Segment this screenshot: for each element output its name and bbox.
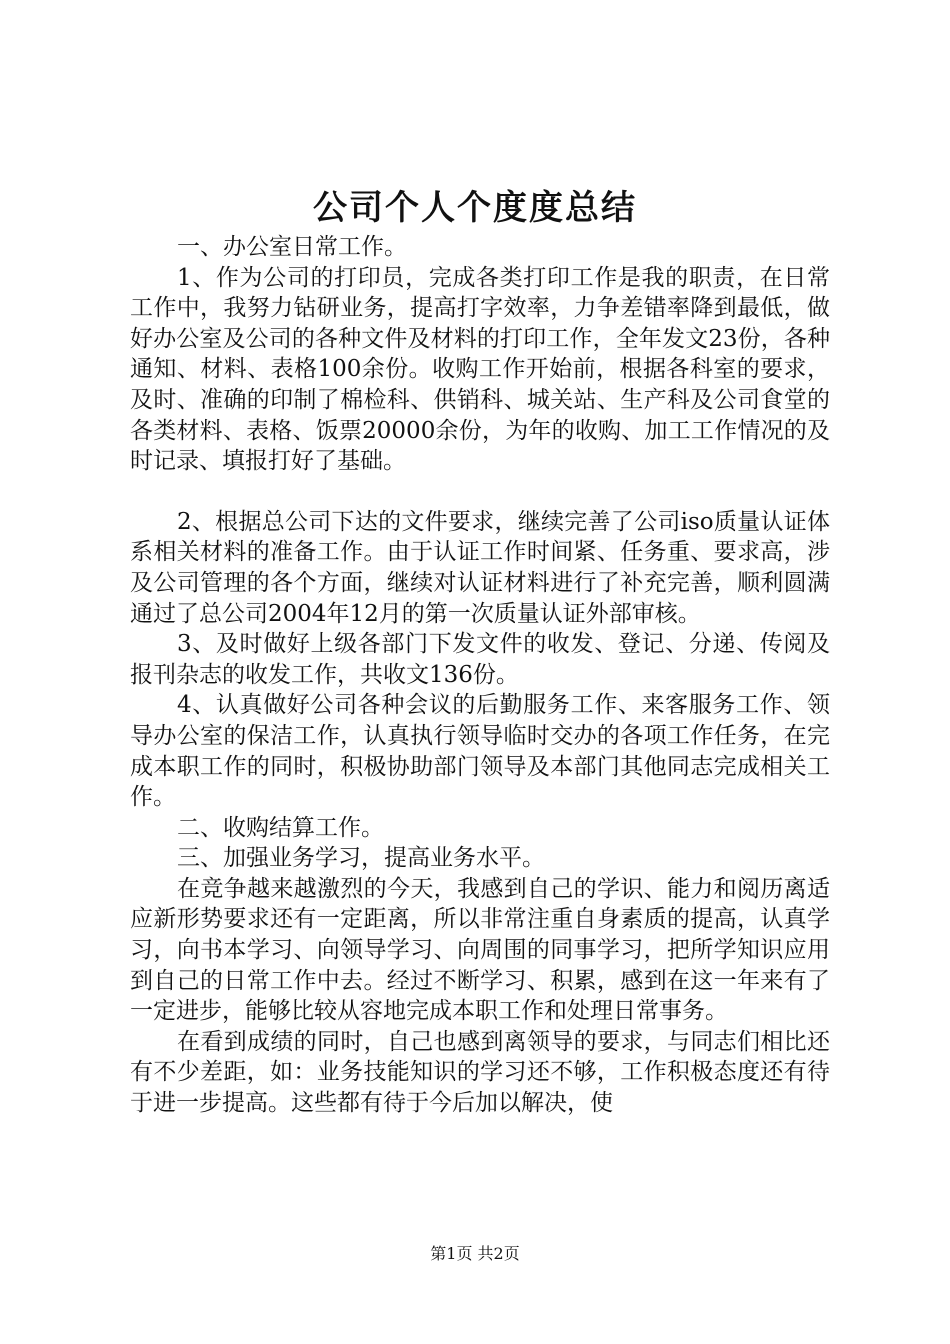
paragraph-shortcomings: 在看到成绩的同时，自己也感到离领导的要求，与同志们相比还有不少差距，如：业务技能知识的学习还不够，工作积极态度还有待于进一步提高。这些都有待于今后加以解决，使 — [130, 1028, 830, 1117]
paragraph-item-2: 2、根据总公司下达的文件要求，继续完善了公司iso质量认证体系相关材料的准备工作。由于认证工作时间紧、任务重、要求高，涉及公司管理的各个方面，继续对认证材料进行了补充完善，顺利圆满通过了总公司2004年12月的第一次质量认证外部审核。 — [130, 508, 830, 627]
document-body — [130, 232, 830, 1119]
paragraph-item-1: 1、作为公司的打印员，完成各类打印工作是我的职责，在日常工作中，我努力钻研业务，提高打字效率，力争差错率降到最低，做好办公室及公司的各种文件及材料的打印工作，全年发文23份，各种通知、材料、表格100余份。收购工作开始前，根据各科室的要求，及时、准确的印制了棉检科、供销科、城关站、生产科及公司食堂的各类材料、表格、饭票20000余份，为年的收购、加工工作情况的及时记录、填报打好了基础。 — [130, 264, 830, 475]
section-heading-office-work: 一、办公室日常工作。 — [177, 234, 407, 260]
section-heading-study: 三、加强业务学习，提高业务水平。 — [177, 845, 545, 872]
paragraph-item-3: 3、及时做好上级各部门下发文件的收发、登记、分递、传阅及报刊杂志的收发工作，共收文136份。 — [130, 631, 830, 688]
section-heading-settlement: 二、收购结算工作。 — [177, 814, 384, 841]
paragraph-item-4: 4、认真做好公司各种会议的后勤服务工作、来客服务工作、领导办公室的保洁工作，认真执行领导临时交办的各项工作任务，在完成本职工作的同时，积极协助部门领导及本部门其他同志完成相关工作。 — [130, 692, 830, 811]
document-title: 公司个人个度度总结 — [313, 188, 637, 228]
paragraph-study: 在竞争越来越激烈的今天，我感到自己的学识、能力和阅历离适应新形势要求还有一定距离，所以非常注重自身素质的提高，认真学习，向书本学习、向领导学习、向周围的同事学习，把所学知识应用到自己的日常工作中去。经过不断学习、积累，感到在这一年来有了一定进步，能够比较从容地完成本职工作和处理日常事务。 — [130, 875, 830, 1025]
paragraph-spacer — [130, 477, 830, 507]
page-number-footer: 第1页 共2页 — [430, 1244, 520, 1263]
